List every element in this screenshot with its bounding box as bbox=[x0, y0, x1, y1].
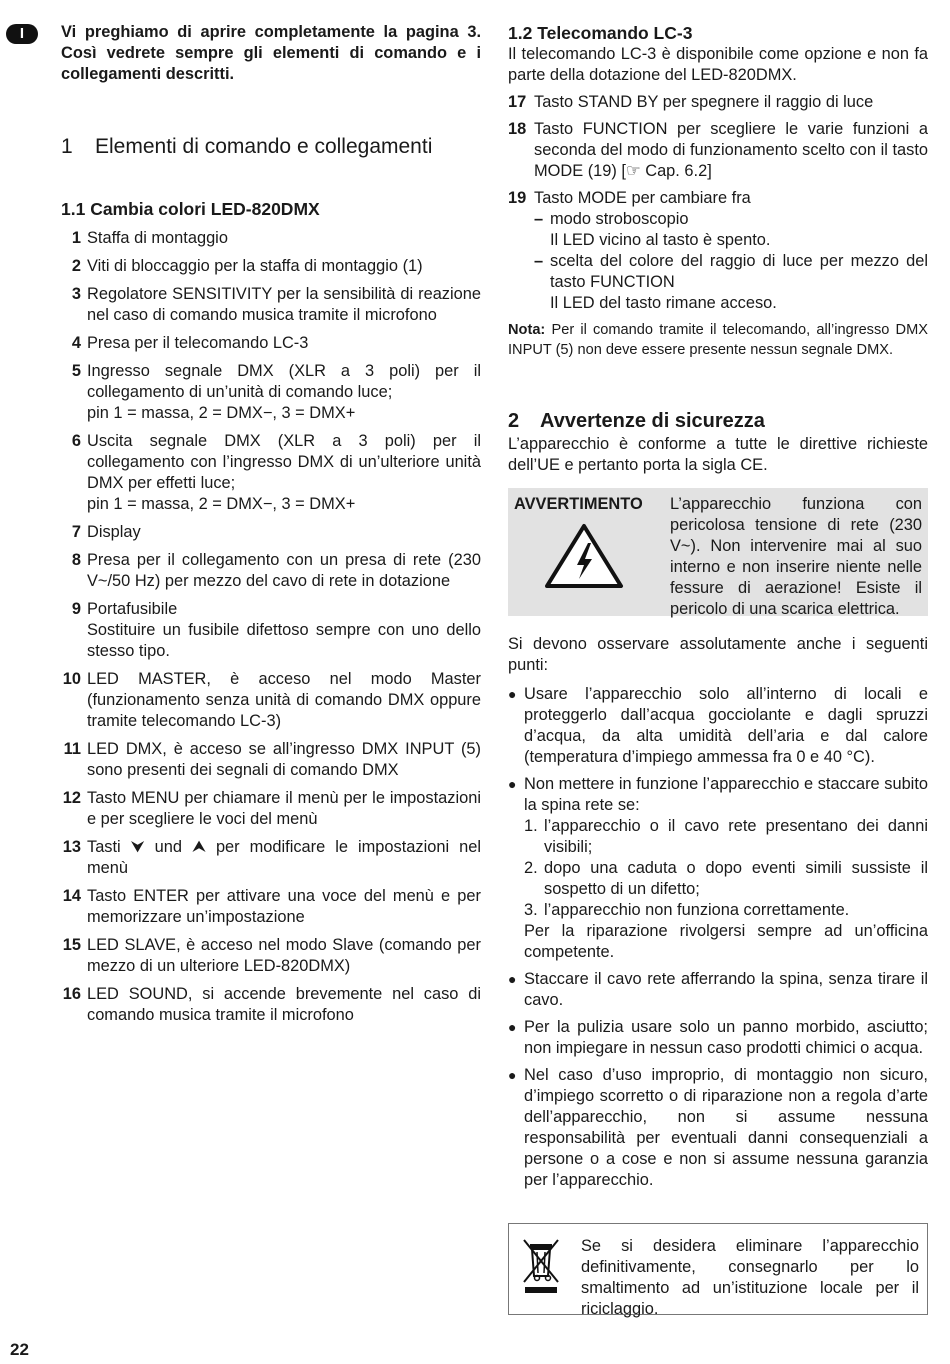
list-item bbox=[508, 92, 928, 113]
item-number: 13 bbox=[62, 838, 81, 856]
item-text-block bbox=[534, 188, 928, 314]
item-number: 6 bbox=[71, 432, 81, 450]
conformity-text: L’apparecchio è conforme a tutte le direttive richieste dell’UE e pertanto porta la sigla CE. bbox=[508, 435, 928, 474]
warning-box bbox=[508, 488, 928, 616]
list-item bbox=[508, 119, 928, 182]
bullet-text: Per la pulizia usare solo un panno morbido, asciutto; non impiegare in nessun caso prodotti chimici o acqua. bbox=[524, 1018, 928, 1057]
section-2-heading bbox=[508, 408, 928, 434]
disposal-box bbox=[508, 1223, 928, 1318]
item-number: 3 bbox=[71, 285, 81, 303]
right-column bbox=[508, 22, 928, 1197]
warning-triangle-icon bbox=[544, 523, 624, 589]
item-text: Tasti ⮟ und ⮝ per modificare le impostazioni nel menù bbox=[87, 838, 481, 877]
condition-list bbox=[524, 816, 928, 921]
condition-text: dopo una caduta o dopo eventi simili sussiste il sospetto di un difetto; bbox=[544, 859, 928, 898]
intro-note: Vi preghiamo di aprire completamente la pagina 3. Così vedrete sempre gli elementi di comando e i collegamenti descritti. bbox=[61, 23, 481, 83]
subsection-1-1-heading: 1.1 Cambia colori LED-820DMX bbox=[61, 199, 320, 219]
section-1-heading bbox=[61, 134, 481, 160]
item-number: 19 bbox=[508, 189, 527, 207]
dash-text: scelta del colore del raggio di luce per mezzo del tasto FUNCTION bbox=[550, 252, 928, 291]
page-number: 22 bbox=[10, 1340, 29, 1359]
list-item bbox=[61, 256, 481, 277]
warning-label-block bbox=[514, 494, 664, 610]
item-number: 18 bbox=[508, 120, 527, 138]
remote-intro: Il telecomando LC-3 è disponibile come opzione e non fa parte della dotazione del LED-820DMX. bbox=[508, 45, 928, 84]
bullet-icon: ● bbox=[508, 686, 517, 702]
item-text: LED SLAVE, è acceso nel modo Slave (comando per mezzo di un ulteriore LED-820DMX) bbox=[87, 936, 481, 975]
item-number: 16 bbox=[62, 985, 81, 1003]
item-text: Portafusibile Sostituire un fusibile difettoso sempre con uno dello stesso tipo. bbox=[87, 600, 481, 660]
item-text: Staffa di montaggio bbox=[87, 229, 228, 247]
item-text: Tasto FUNCTION per scegliere le varie funzioni a seconda del modo di funzionamento scelto con il tasto MODE (19) [☞ Cap. 6.2] bbox=[534, 120, 928, 180]
list-item bbox=[61, 284, 481, 326]
language-badge: I bbox=[6, 24, 38, 44]
dash-subtext: Il LED del tasto rimane acceso. bbox=[550, 294, 777, 312]
warning-text: L’apparecchio funziona con pericolosa tensione di rete (230 V~). Non intervenire mai al suo interno e non inserire niente nelle fessure di aerazione! Esiste il pericolo di una scarica elettrica. bbox=[670, 495, 922, 618]
bullet-icon: ● bbox=[508, 971, 517, 987]
section-title: Elementi di comando e collegamenti bbox=[95, 135, 433, 158]
condition-item bbox=[524, 816, 928, 858]
item-number: 10 bbox=[62, 670, 81, 688]
list-item bbox=[61, 522, 481, 543]
section-number: 2 bbox=[508, 410, 520, 432]
item-text: Presa per il collegamento con un presa di rete (230 V~/50 Hz) per mezzo del cavo di rete in dotazione bbox=[87, 551, 481, 590]
list-item bbox=[61, 669, 481, 732]
list-item bbox=[508, 684, 928, 768]
bullet-icon: ● bbox=[508, 776, 517, 792]
item-number: 8 bbox=[71, 551, 81, 569]
list-item bbox=[61, 361, 481, 424]
note-text: Per il comando tramite il telecomando, all’ingresso DMX INPUT (5) non deve essere presente nessun segnale DMX. bbox=[508, 322, 928, 358]
bullet-text: Non mettere in funzione l’apparecchio e staccare subito la spina rete se: bbox=[524, 775, 928, 814]
item-text: Tasto ENTER per attivare una voce del menù e per memorizzare un’impostazione bbox=[87, 887, 481, 926]
item-number: 15 bbox=[62, 936, 81, 954]
list-item bbox=[508, 1017, 928, 1059]
list-item bbox=[61, 431, 481, 515]
condition-number: 3. bbox=[524, 901, 538, 919]
list-item bbox=[61, 788, 481, 830]
bullet-text: Usare l’apparecchio solo all’interno di locali e proteggerlo dall’acqua gocciolante e dagli spruzzi d’acqua, da alta umidità dell’aria e dal calore (temperatura d’impiego ammessa fra 0 e 40 °C). bbox=[524, 685, 928, 766]
warning-label: AVVERTIMENTO bbox=[514, 495, 643, 513]
section-number: 1 bbox=[61, 135, 73, 158]
condition-text: l’apparecchio non funziona correttamente. bbox=[544, 901, 850, 919]
item-number: 2 bbox=[71, 257, 81, 275]
item-number: 12 bbox=[62, 789, 81, 807]
list-item bbox=[61, 550, 481, 592]
item-text: Tasto MODE per cambiare fra bbox=[534, 189, 751, 207]
item-number: 14 bbox=[62, 887, 81, 905]
dash-icon: – bbox=[534, 210, 544, 228]
observe-intro: Si devono osservare assolutamente anche i seguenti punti: bbox=[508, 635, 928, 674]
item-text: Presa per il telecomando LC-3 bbox=[87, 334, 309, 352]
disposal-text: Se si desidera eliminare l’apparecchio definitivamente, consegnarlo per lo smaltimento ad un’istituzione locale per il riciclaggio. bbox=[581, 1237, 919, 1318]
dash-text: modo stroboscopio bbox=[550, 210, 689, 228]
list-item bbox=[508, 188, 928, 314]
list-item bbox=[508, 1065, 928, 1191]
item-number: 7 bbox=[71, 523, 81, 541]
dash-item bbox=[534, 251, 928, 293]
item-text: Uscita segnale DMX (XLR a 3 poli) per il collegamento con l’ingresso DMX di un’ulteriore unità DMX per effetti luce; pin 1 = massa, 2 = DMX−, 3 = DMX+ bbox=[87, 432, 481, 513]
item-text: Ingresso segnale DMX (XLR a 3 poli) per il collegamento di un’unità di comando luce; pin 1 = massa, 2 = DMX−, 3 = DMX+ bbox=[87, 362, 481, 422]
list-item bbox=[61, 886, 481, 928]
list-item bbox=[61, 333, 481, 354]
bullet-text: Nel caso d’uso improprio, di montaggio non sicuro, d’impiego scorretto o di riparazione non a regola d’arte dell’apparecchio, non si assume nessuna responsabilità per eventuali danni consequenziali a persone o a cose e non si assume nessuna garanzia per l’apparecchio. bbox=[524, 1066, 928, 1189]
list-item bbox=[508, 774, 928, 963]
subsection-1-2-heading: 1.2 Telecomando LC-3 bbox=[508, 23, 693, 43]
item-number: 5 bbox=[71, 362, 81, 380]
bullet-text: Staccare il cavo rete afferrando la spina, senza tirare il cavo. bbox=[524, 970, 928, 1009]
dash-icon: – bbox=[534, 252, 544, 270]
item-text: LED DMX, è acceso se all’ingresso DMX INPUT (5) sono presenti dei segnali di comando DMX bbox=[87, 740, 481, 779]
item-text: Regolatore SENSITIVITY per la sensibilità di reazione nel caso di comando musica tramite il microfono bbox=[87, 285, 481, 324]
condition-number: 1. bbox=[524, 817, 538, 835]
remote-controls-list bbox=[508, 92, 928, 314]
bullet-after-text: Per la riparazione rivolgersi sempre ad un’officina competente. bbox=[524, 922, 928, 961]
note bbox=[508, 320, 928, 360]
condition-number: 2. bbox=[524, 859, 538, 877]
list-item bbox=[61, 739, 481, 781]
bullet-block bbox=[524, 774, 928, 963]
note-label: Nota: bbox=[508, 322, 546, 338]
waste-bin-icon bbox=[521, 1236, 565, 1296]
item-text: Display bbox=[87, 523, 141, 541]
list-item bbox=[61, 599, 481, 662]
list-item bbox=[61, 935, 481, 977]
item-number: 17 bbox=[508, 93, 527, 111]
item-text: LED MASTER, è acceso nel modo Master (funzionamento senza unità di comando DMX oppure tramite telecomando LC-3) bbox=[87, 670, 481, 730]
list-item bbox=[61, 228, 481, 249]
item-number: 9 bbox=[71, 600, 81, 618]
safety-list bbox=[508, 684, 928, 1191]
dash-item bbox=[534, 209, 928, 230]
left-column bbox=[61, 22, 481, 1033]
item-text: Viti di bloccaggio per la staffa di montaggio (1) bbox=[87, 257, 423, 275]
section-title: Avvertenze di sicurezza bbox=[540, 410, 765, 432]
item-text: Tasto MENU per chiamare il menù per le impostazioni e per scegliere le voci del menù bbox=[87, 789, 481, 828]
condition-item bbox=[524, 900, 928, 921]
controls-list bbox=[61, 228, 481, 1026]
list-item bbox=[61, 984, 481, 1026]
dash-subtext: Il LED vicino al tasto è spento. bbox=[550, 231, 771, 249]
item-text: LED SOUND, si accende brevemente nel caso di comando musica tramite il microfono bbox=[87, 985, 481, 1024]
item-number: 4 bbox=[71, 334, 81, 352]
bullet-icon: ● bbox=[508, 1019, 517, 1035]
condition-text: l’apparecchio o il cavo rete presentano dei danni visibili; bbox=[544, 817, 928, 856]
item-text: Tasto STAND BY per spegnere il raggio di luce bbox=[534, 93, 874, 111]
bullet-icon: ● bbox=[508, 1067, 517, 1083]
item-number: 11 bbox=[63, 740, 81, 758]
list-item bbox=[61, 837, 481, 879]
list-item bbox=[508, 969, 928, 1011]
item-number: 1 bbox=[71, 229, 81, 247]
condition-item bbox=[524, 858, 928, 900]
